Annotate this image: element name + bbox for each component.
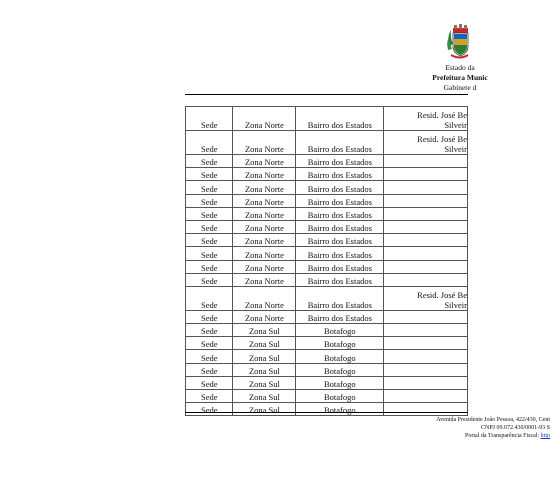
table-row bbox=[186, 286, 468, 310]
table-cell: Sede bbox=[186, 324, 233, 337]
table-cell: Sede bbox=[186, 363, 233, 376]
table-cell: Bairro dos Estados bbox=[296, 220, 384, 233]
table-row bbox=[186, 376, 468, 389]
table-cell: Sede bbox=[186, 168, 233, 181]
table-cell: Sede bbox=[186, 247, 233, 260]
table-cell: Sede bbox=[186, 131, 233, 155]
table-cell-residence bbox=[384, 403, 468, 416]
footer-portal-label: Portal da Transparência Fiscal: bbox=[465, 433, 541, 439]
table-cell: Sede bbox=[186, 337, 233, 350]
header-state: Estado da bbox=[445, 63, 475, 72]
table-cell: Zona Norte bbox=[233, 181, 296, 194]
table-row bbox=[186, 390, 468, 403]
portal-link[interactable]: http bbox=[540, 433, 550, 439]
table-cell: Sede bbox=[186, 350, 233, 363]
table-cell-residence bbox=[384, 155, 468, 168]
table-cell: Botafogo bbox=[296, 337, 384, 350]
table-cell: Zona Norte bbox=[233, 310, 296, 323]
table-cell: Bairro dos Estados bbox=[296, 155, 384, 168]
footer-portal bbox=[260, 433, 550, 439]
table-row bbox=[186, 168, 468, 181]
table-cell: Bairro dos Estados bbox=[296, 131, 384, 155]
header-divider bbox=[185, 94, 468, 95]
table-cell: Zona Norte bbox=[233, 273, 296, 286]
table-cell: Bairro dos Estados bbox=[296, 286, 384, 310]
table-row bbox=[186, 131, 468, 155]
table-cell-residence bbox=[384, 376, 468, 389]
table-cell: Botafogo bbox=[296, 376, 384, 389]
table-row bbox=[186, 363, 468, 376]
residence-name: Resid. José Be bbox=[417, 134, 467, 144]
table-cell: Bairro dos Estados bbox=[296, 234, 384, 247]
residence-name: Resid. José Be bbox=[417, 110, 467, 120]
table-cell-residence bbox=[384, 286, 468, 310]
table-row bbox=[186, 324, 468, 337]
table-cell-residence bbox=[384, 273, 468, 286]
table-cell-residence bbox=[384, 337, 468, 350]
table-cell: Zona Norte bbox=[233, 207, 296, 220]
table-cell: Zona Sul bbox=[233, 403, 296, 416]
table-row bbox=[186, 181, 468, 194]
table-cell: Zona Norte bbox=[233, 168, 296, 181]
header-office: Gabinete d bbox=[443, 83, 477, 92]
table-cell-residence bbox=[384, 324, 468, 337]
table-cell: Zona Norte bbox=[233, 234, 296, 247]
residence-name-cont: Silveir bbox=[444, 120, 467, 130]
table-cell: Zona Norte bbox=[233, 247, 296, 260]
table-cell: Botafogo bbox=[296, 350, 384, 363]
table-cell: Zona Sul bbox=[233, 376, 296, 389]
table-cell-residence bbox=[384, 207, 468, 220]
table-cell: Bairro dos Estados bbox=[296, 194, 384, 207]
table-cell: Sede bbox=[186, 310, 233, 323]
table-cell-residence bbox=[384, 168, 468, 181]
table-cell: Zona Sul bbox=[233, 350, 296, 363]
table-cell: Sede bbox=[186, 286, 233, 310]
table-cell: Bairro dos Estados bbox=[296, 107, 384, 131]
table-cell: Zona Sul bbox=[233, 337, 296, 350]
table-cell: Botafogo bbox=[296, 403, 384, 416]
table-cell: Zona Sul bbox=[233, 324, 296, 337]
table-cell: Zona Sul bbox=[233, 363, 296, 376]
table-cell-residence bbox=[384, 220, 468, 233]
coat-of-arms-icon bbox=[447, 22, 468, 62]
table-cell-residence bbox=[384, 363, 468, 376]
table-cell: Sede bbox=[186, 207, 233, 220]
table-cell: Zona Norte bbox=[233, 155, 296, 168]
table-cell: Bairro dos Estados bbox=[296, 181, 384, 194]
table-cell-residence bbox=[384, 350, 468, 363]
table-cell-residence bbox=[384, 181, 468, 194]
table-row bbox=[186, 220, 468, 233]
footer-divider bbox=[185, 412, 468, 413]
table-cell: Sede bbox=[186, 155, 233, 168]
table-cell: Bairro dos Estados bbox=[296, 273, 384, 286]
table-cell-residence bbox=[384, 247, 468, 260]
table-cell: Zona Norte bbox=[233, 220, 296, 233]
table-row bbox=[186, 194, 468, 207]
header-prefecture: Prefeitura Munic bbox=[432, 73, 488, 82]
table-cell: Sede bbox=[186, 260, 233, 273]
table-row bbox=[186, 107, 468, 131]
residence-name: Resid. José Be bbox=[417, 289, 467, 300]
table-cell-residence bbox=[384, 194, 468, 207]
table-cell: Sede bbox=[186, 273, 233, 286]
table-row bbox=[186, 310, 468, 323]
table-cell: Zona Norte bbox=[233, 107, 296, 131]
table-row bbox=[186, 247, 468, 260]
table-row bbox=[186, 273, 468, 286]
table-cell-residence bbox=[384, 234, 468, 247]
table-row bbox=[186, 234, 468, 247]
table-cell: Sede bbox=[186, 194, 233, 207]
table-cell: Bairro dos Estados bbox=[296, 168, 384, 181]
table-cell: Sede bbox=[186, 403, 233, 416]
table-cell: Zona Sul bbox=[233, 390, 296, 403]
table-cell-residence bbox=[384, 131, 468, 155]
table-row bbox=[186, 207, 468, 220]
table-cell: Sede bbox=[186, 390, 233, 403]
table-cell-residence bbox=[384, 310, 468, 323]
table-cell: Bairro dos Estados bbox=[296, 310, 384, 323]
footer-address: Avenida Presidente João Pessoa, 422/430, Cent bbox=[436, 417, 550, 423]
table-cell: Sede bbox=[186, 220, 233, 233]
table-cell: Botafogo bbox=[296, 390, 384, 403]
table-cell: Bairro dos Estados bbox=[296, 207, 384, 220]
footer-cnpj: CNPJ 09.072.430/0001-93 S bbox=[480, 425, 550, 431]
records-table bbox=[185, 106, 468, 416]
table-cell: Zona Norte bbox=[233, 131, 296, 155]
table-cell: Sede bbox=[186, 376, 233, 389]
residence-name-cont: Silveir bbox=[444, 144, 467, 154]
table-cell: Zona Norte bbox=[233, 286, 296, 310]
table-cell: Sede bbox=[186, 107, 233, 131]
table-cell: Bairro dos Estados bbox=[296, 247, 384, 260]
table-cell-residence bbox=[384, 260, 468, 273]
table-cell: Botafogo bbox=[296, 363, 384, 376]
table-row bbox=[186, 403, 468, 416]
table-cell: Zona Norte bbox=[233, 194, 296, 207]
table-cell: Sede bbox=[186, 234, 233, 247]
table-cell-residence bbox=[384, 390, 468, 403]
residence-name-cont: Silveir bbox=[444, 299, 467, 310]
table-cell: Bairro dos Estados bbox=[296, 260, 384, 273]
table-row bbox=[186, 350, 468, 363]
table-cell-residence bbox=[384, 107, 468, 131]
table-cell: Botafogo bbox=[296, 324, 384, 337]
table-cell: Zona Norte bbox=[233, 260, 296, 273]
table-cell: Sede bbox=[186, 181, 233, 194]
table-row bbox=[186, 337, 468, 350]
table-row bbox=[186, 260, 468, 273]
table-row bbox=[186, 155, 468, 168]
